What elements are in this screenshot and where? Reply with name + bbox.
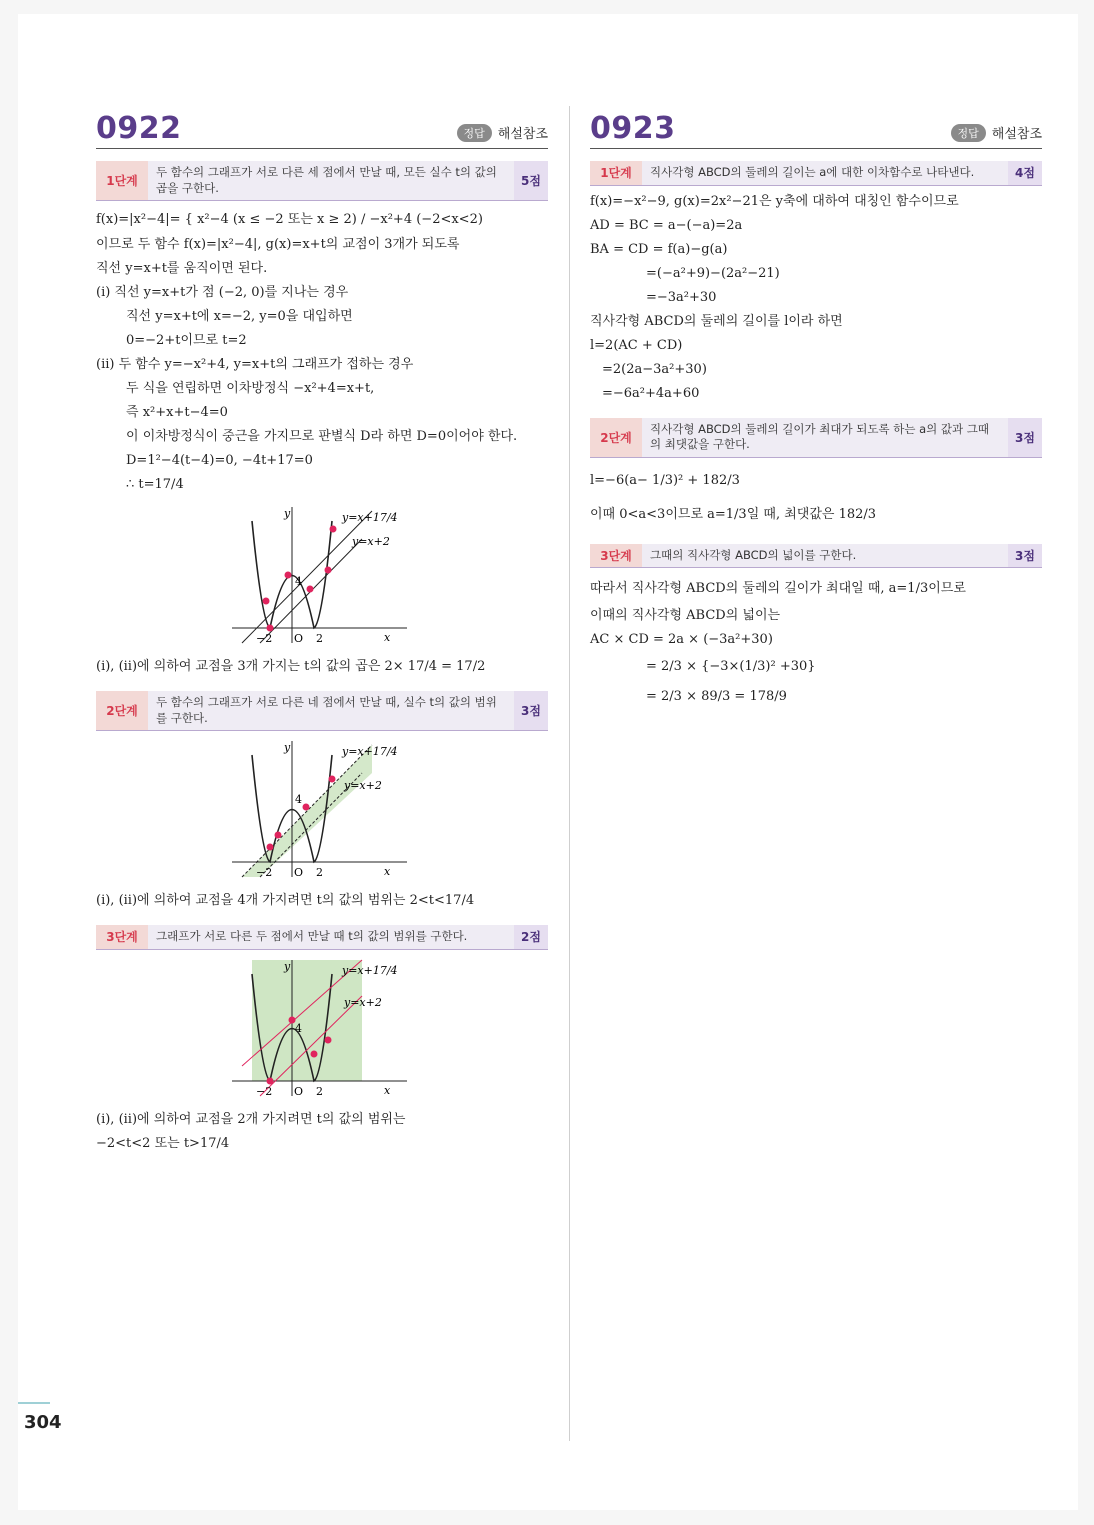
intersection-point xyxy=(263,598,270,605)
problem-header-0923 xyxy=(590,104,1042,149)
origin-label: O xyxy=(294,866,304,880)
solution-line: 두 식을 연립하면 이차방정식 −x²+4=x+t, xyxy=(126,381,375,397)
step-1 xyxy=(96,161,548,201)
solution-line: 이때 0<a<3이므로 a=1/3일 때, 최댓값은 182/3 xyxy=(590,506,877,522)
solution-line: BA = CD = f(a)−g(a) xyxy=(590,241,728,257)
conclusion-2: (ⅰ), (ⅱ)에 의하여 교점을 4개 가지려면 t의 값의 범위는 2<t<17/4 xyxy=(96,893,475,909)
x-axis-label: x xyxy=(384,1083,391,1097)
graph-1 xyxy=(222,503,422,651)
y-axis-label: y xyxy=(284,959,291,973)
origin-label: O xyxy=(294,632,304,646)
solution-line: 직선 y=x+t를 움직이면 된다. xyxy=(96,261,268,277)
step-points: 4점 xyxy=(1008,161,1042,185)
answer-badge: 정답 xyxy=(457,124,492,142)
line-label: y=x+2 xyxy=(344,995,382,1009)
step-description: 그때의 직사각형 ABCD의 넓이를 구한다. xyxy=(650,547,857,562)
y-axis-label: y xyxy=(284,741,291,755)
left-column xyxy=(96,104,548,1156)
intersection-point xyxy=(330,526,337,533)
step-3 xyxy=(96,925,548,950)
solution-line: 0=−2+t이므로 t=2 xyxy=(126,333,247,349)
tick-label: 2 xyxy=(316,866,323,880)
solution-line: (ⅰ) 직선 y=x+t가 점 (−2, 0)를 지나는 경우 xyxy=(96,285,349,301)
step-points: 3점 xyxy=(1008,418,1042,457)
solution-line: D=1²−4(t−4)=0, −4t+17=0 xyxy=(126,453,313,469)
tick-label: 4 xyxy=(295,793,302,807)
solution-line: =−3a²+30 xyxy=(646,289,717,305)
page xyxy=(18,14,1078,1510)
intersection-point xyxy=(303,804,310,811)
solution-line: 직사각형 ABCD의 둘레의 길이를 l이라 하면 xyxy=(590,313,843,329)
step-label: 3단계 xyxy=(96,925,148,949)
solution-line: 이때의 직사각형 ABCD의 넓이는 xyxy=(590,608,781,624)
intersection-point xyxy=(325,567,332,574)
step-description: 직사각형 ABCD의 둘레의 길이는 a에 대한 이차함수로 나타낸다. xyxy=(650,165,975,179)
solution-line: l=2(AC + CD) xyxy=(590,337,683,353)
step-3 xyxy=(590,544,1042,569)
solution-line: AC × CD = 2a × (−3a²+30) xyxy=(590,632,773,648)
x-axis-label: x xyxy=(384,631,391,645)
step-description: 두 함수의 그래프가 서로 다른 세 점에서 만날 때, 모든 실수 t의 값의 곱을 구한다. xyxy=(156,165,497,195)
conclusion-3b: −2<t<2 또는 t>17/4 xyxy=(96,1135,230,1151)
origin-label: O xyxy=(294,1084,304,1098)
answer-text: 해설참조 xyxy=(991,127,1042,142)
step-2 xyxy=(590,418,1042,458)
tick-label: −2 xyxy=(256,1084,273,1098)
graph-2 xyxy=(222,737,422,885)
step-label: 1단계 xyxy=(590,161,642,185)
step-label: 2단계 xyxy=(590,418,642,457)
answer-badge: 정답 xyxy=(951,124,986,142)
solution-line: = 2/3 × 89/3 = 178/9 xyxy=(646,689,787,705)
intersection-point xyxy=(267,625,274,632)
tick-label: 4 xyxy=(295,1021,302,1035)
step-label: 3단계 xyxy=(590,544,642,568)
answer-text: 해설참조 xyxy=(497,127,548,142)
intersection-point xyxy=(311,1050,318,1057)
solution-line: 이 이차방정식이 중근을 가지므로 판별식 D라 하면 D=0이어야 한다. xyxy=(126,429,518,445)
solution-text-3 xyxy=(590,574,1042,712)
solution-text-2 xyxy=(590,464,1042,532)
solution-line: =−6a²+4a+60 xyxy=(602,385,700,401)
step-points: 3점 xyxy=(514,691,548,730)
solution-text-1 xyxy=(96,207,548,497)
tick-label: 4 xyxy=(295,575,302,589)
intersection-point xyxy=(267,1077,274,1084)
line-label: y=x+17/4 xyxy=(342,745,398,759)
solution-line: 직선 y=x+t에 x=−2, y=0을 대입하면 xyxy=(126,309,353,325)
step-points: 2점 xyxy=(514,925,548,949)
x-axis-label: x xyxy=(384,865,391,879)
solution-text-1 xyxy=(590,190,1042,406)
problem-number: 0923 xyxy=(590,111,676,146)
tick-label: 2 xyxy=(316,1084,323,1098)
conclusion-1: (ⅰ), (ⅱ)에 의하여 교점을 3개 가지는 t의 값의 곱은 2× 17/4 = 17/2 xyxy=(96,659,486,675)
tick-label: 2 xyxy=(316,632,323,646)
solution-line: f(x)=|x²−4|= { x²−4 (x ≤ −2 또는 x ≥ 2) / −x²+4 (−2<x<2) xyxy=(96,212,483,228)
step-2 xyxy=(96,691,548,731)
answer-label xyxy=(951,123,1043,142)
solution-line: ∴ t=17/4 xyxy=(126,477,184,493)
shaded-region xyxy=(252,960,362,1081)
y-axis-label: y xyxy=(284,507,291,521)
page-number: 304 xyxy=(24,1412,62,1433)
right-column xyxy=(590,104,1042,712)
solution-line: AD = BC = a−(−a)=2a xyxy=(590,217,743,233)
solution-line: 즉 x²+x+t−4=0 xyxy=(126,405,228,421)
intersection-point xyxy=(285,572,292,579)
tick-label: −2 xyxy=(256,632,273,646)
intersection-point xyxy=(307,586,314,593)
graph-3 xyxy=(222,956,422,1104)
intersection-point xyxy=(267,844,274,851)
step-1 xyxy=(590,161,1042,186)
solution-line: l=−6(a− 1/3)² + 182/3 xyxy=(590,472,740,488)
answer-label xyxy=(457,123,549,142)
problem-header-0922 xyxy=(96,104,548,149)
page-number-bar xyxy=(18,1402,50,1404)
step-description: 직사각형 ABCD의 둘레의 길이가 최대가 되도록 하는 a의 값과 그때의 최댓값을 구한다. xyxy=(650,421,989,452)
step-points: 5점 xyxy=(514,161,548,200)
step-description: 그래프가 서로 다른 두 점에서 만날 때 t의 값의 범위를 구한다. xyxy=(156,929,468,944)
intersection-point xyxy=(329,776,336,783)
line-label: y=x+2 xyxy=(344,779,382,793)
conclusion-3a: (ⅰ), (ⅱ)에 의하여 교점을 2개 가지려면 t의 값의 범위는 xyxy=(96,1111,406,1127)
intersection-point xyxy=(275,832,282,839)
step-points: 3점 xyxy=(1008,544,1042,568)
step-label: 1단계 xyxy=(96,161,148,200)
column-divider xyxy=(569,106,570,1441)
solution-line: =2(2a−3a²+30) xyxy=(602,361,707,377)
tick-label: −2 xyxy=(256,866,273,880)
step-description: 두 함수의 그래프가 서로 다른 네 점에서 만날 때, 실수 t의 값의 범위를 구한다. xyxy=(156,695,497,725)
solution-line: f(x)=−x²−9, g(x)=2x²−21은 y축에 대하여 대칭인 함수이므로 xyxy=(590,193,959,209)
line-label: y=x+17/4 xyxy=(342,963,398,977)
line-label: y=x+2 xyxy=(352,535,390,549)
solution-line: =(−a²+9)−(2a²−21) xyxy=(646,265,780,281)
step-label: 2단계 xyxy=(96,691,148,730)
solution-line: = 2/3 × {−3×(1/3)² +30} xyxy=(646,659,816,675)
problem-number: 0922 xyxy=(96,111,182,146)
line-t-17-4 xyxy=(242,511,372,646)
solution-line: 따라서 직사각형 ABCD의 둘레의 길이가 최대일 때, a=1/3이므로 xyxy=(590,581,966,597)
line-label: y=x+17/4 xyxy=(342,511,398,525)
intersection-point xyxy=(325,1036,332,1043)
line-t-17-4 xyxy=(242,745,372,880)
solution-line: (ⅱ) 두 함수 y=−x²+4, y=x+t의 그래프가 접하는 경우 xyxy=(96,357,414,373)
solution-line: 이므로 두 함수 f(x)=|x²−4|, g(x)=x+t의 교점이 3개가 되도록 xyxy=(96,237,460,253)
